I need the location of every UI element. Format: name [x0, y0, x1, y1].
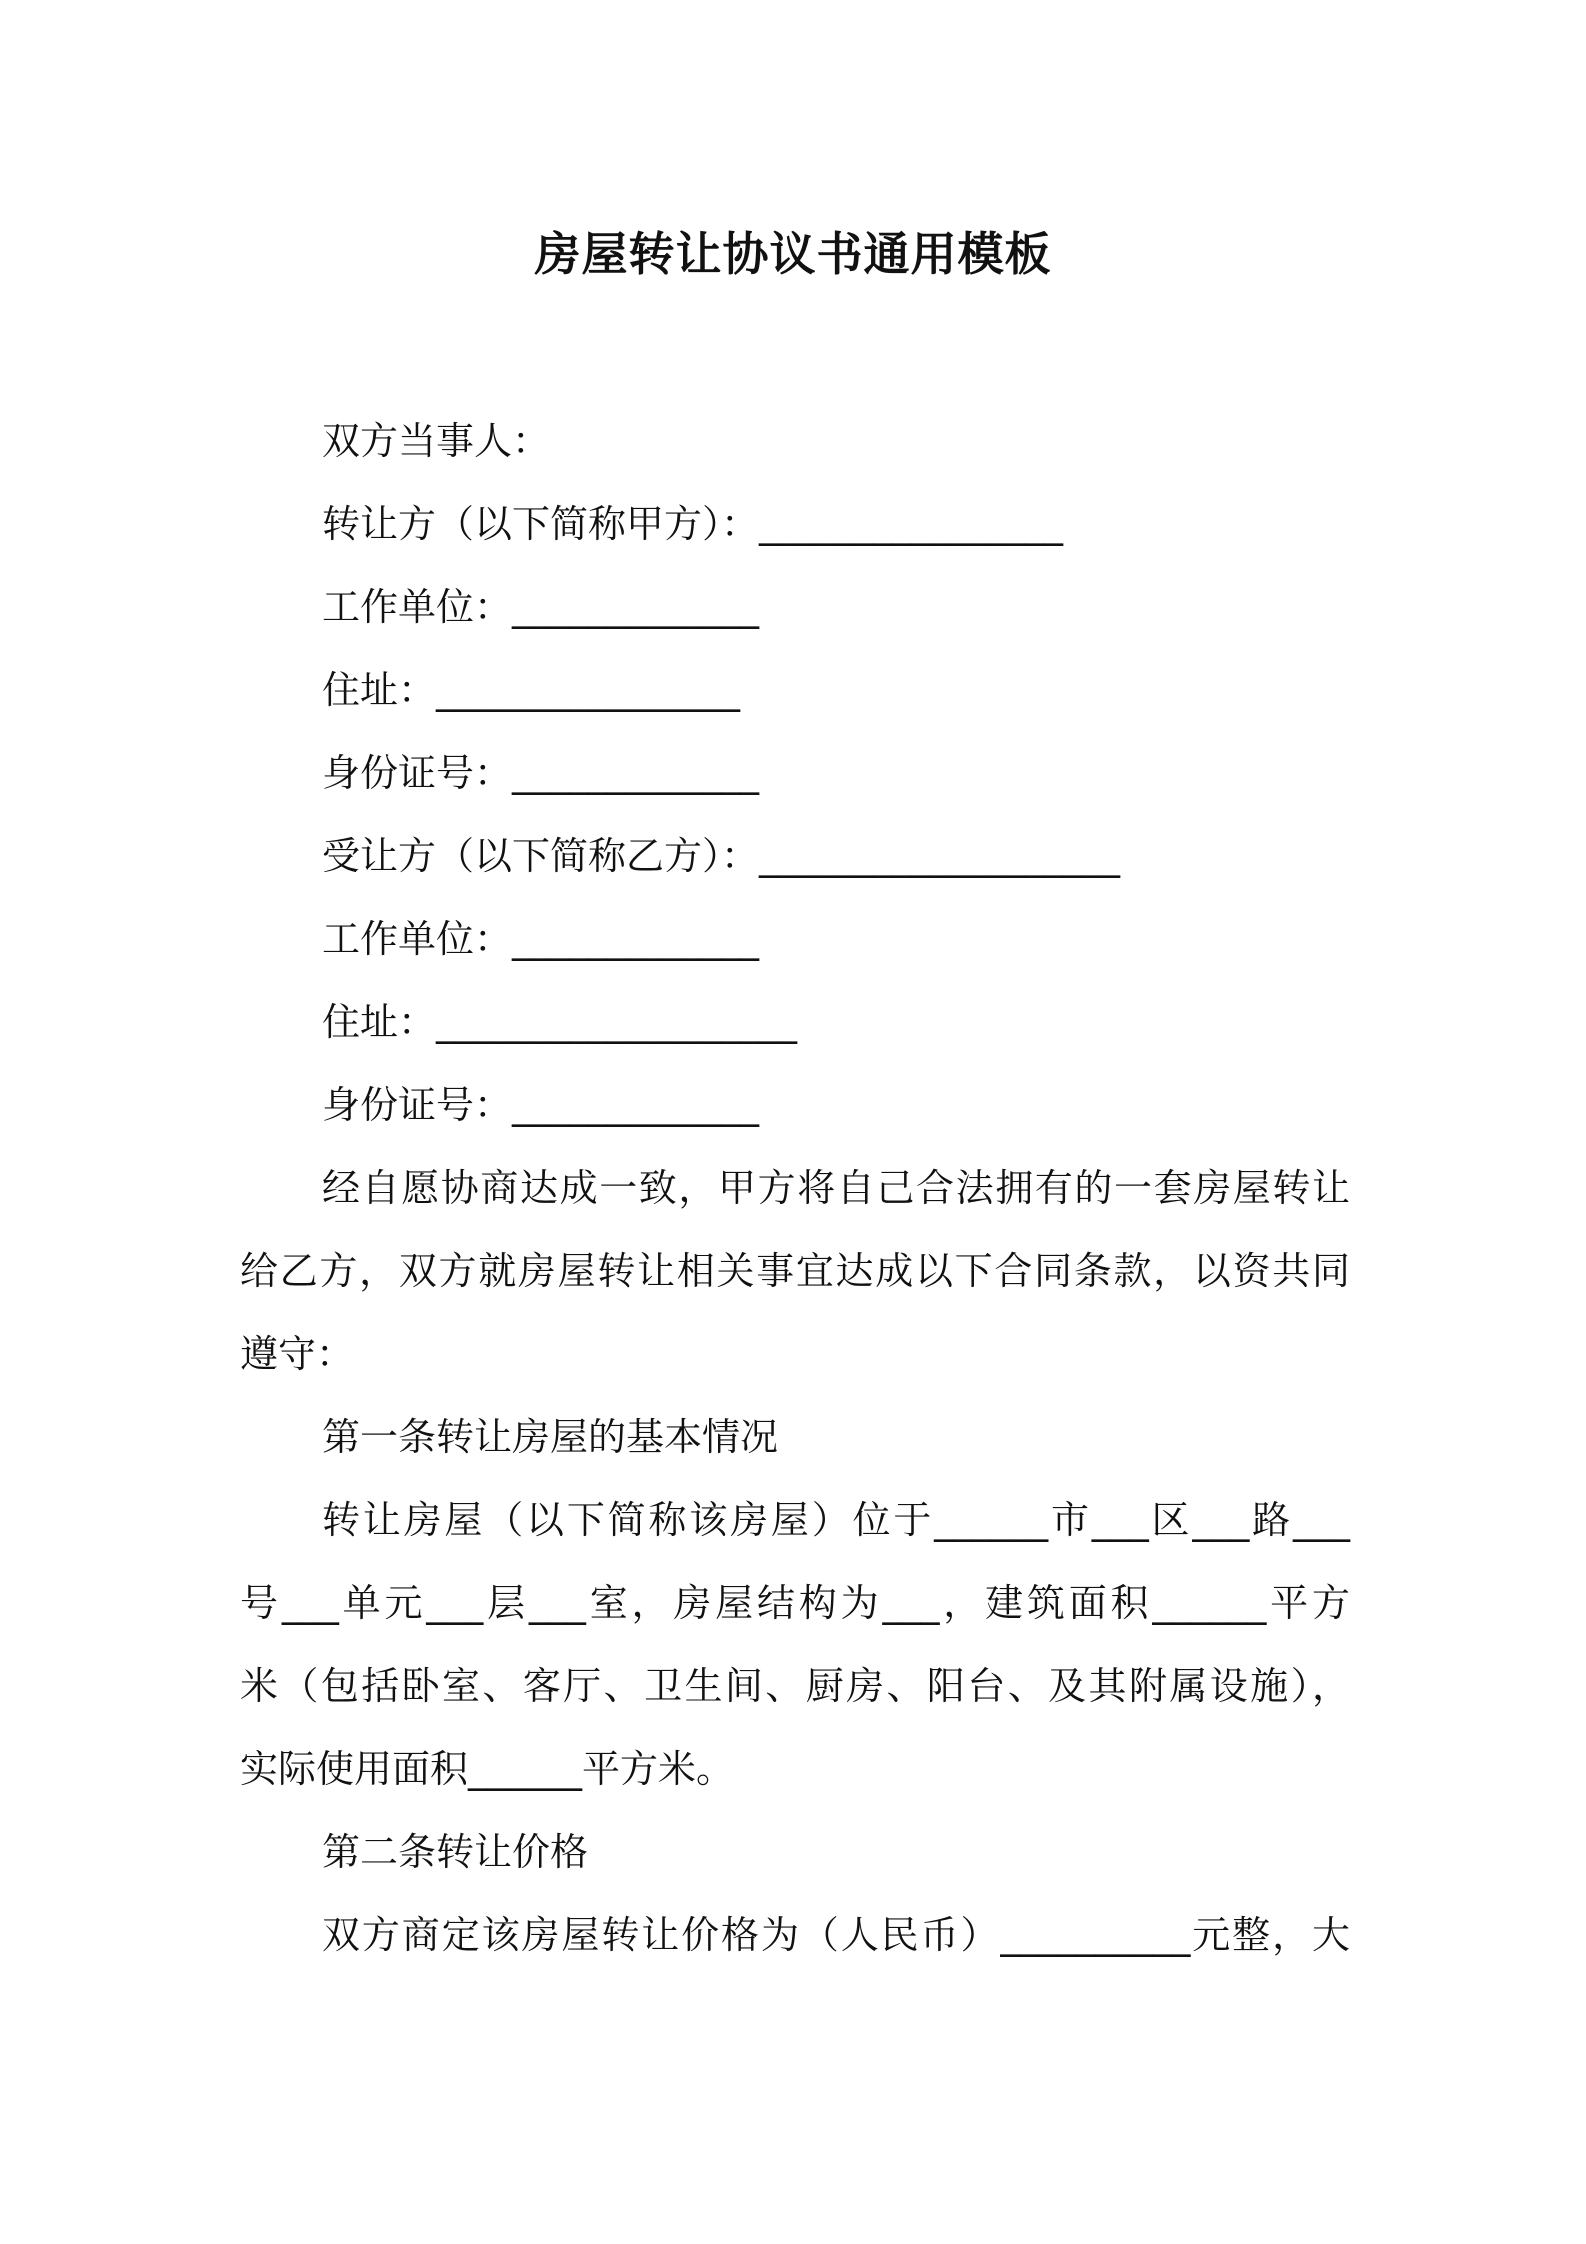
document-body: [240, 400, 1350, 1977]
article1-line: 米（包括卧室、客厅、卫生间、厨房、阳台、及其附属设施），: [240, 1664, 1350, 1708]
transferor-id-number-field: 身份证号：_____________: [322, 751, 760, 795]
article2-heading: 第二条转让价格: [322, 1830, 589, 1874]
preamble-line: 经自愿协商达成一致，甲方将自己合法拥有的一套房屋转让: [322, 1166, 1350, 1210]
transferee-id-number-field: 身份证号：_____________: [322, 1083, 760, 1127]
transferee-field: 受让方（以下简称乙方）：___________________: [322, 834, 1121, 878]
transferee-work-unit-field: 工作单位：_____________: [322, 917, 760, 961]
transferee-address-field: 住址：___________________: [322, 1000, 798, 1044]
article1-line: 实际使用面积______平方米。: [240, 1747, 735, 1791]
document-title: 房屋转让协议书通用模板: [534, 227, 1052, 281]
article2-line: 双方商定该房屋转让价格为（人民币）__________元整，大: [322, 1913, 1350, 1957]
article1-line: 转让房屋（以下简称该房屋）位于______市___区___路___: [322, 1498, 1350, 1542]
preamble-line: 遵守：: [240, 1332, 355, 1376]
transferor-work-unit-field: 工作单位：_____________: [322, 585, 760, 629]
transferor-field: 转让方（以下简称甲方）：________________: [322, 502, 1064, 546]
preamble-line: 给乙方，双方就房屋转让相关事宜达成以下合同条款，以资共同: [240, 1249, 1350, 1293]
parties-heading: 双方当事人：: [322, 419, 551, 463]
article1-heading: 第一条转让房屋的基本情况: [322, 1415, 779, 1459]
transferor-address-field: 住址：________________: [322, 668, 741, 712]
article1-line: 号___单元___层___室，房屋结构为___，建筑面积______平方: [240, 1581, 1350, 1625]
